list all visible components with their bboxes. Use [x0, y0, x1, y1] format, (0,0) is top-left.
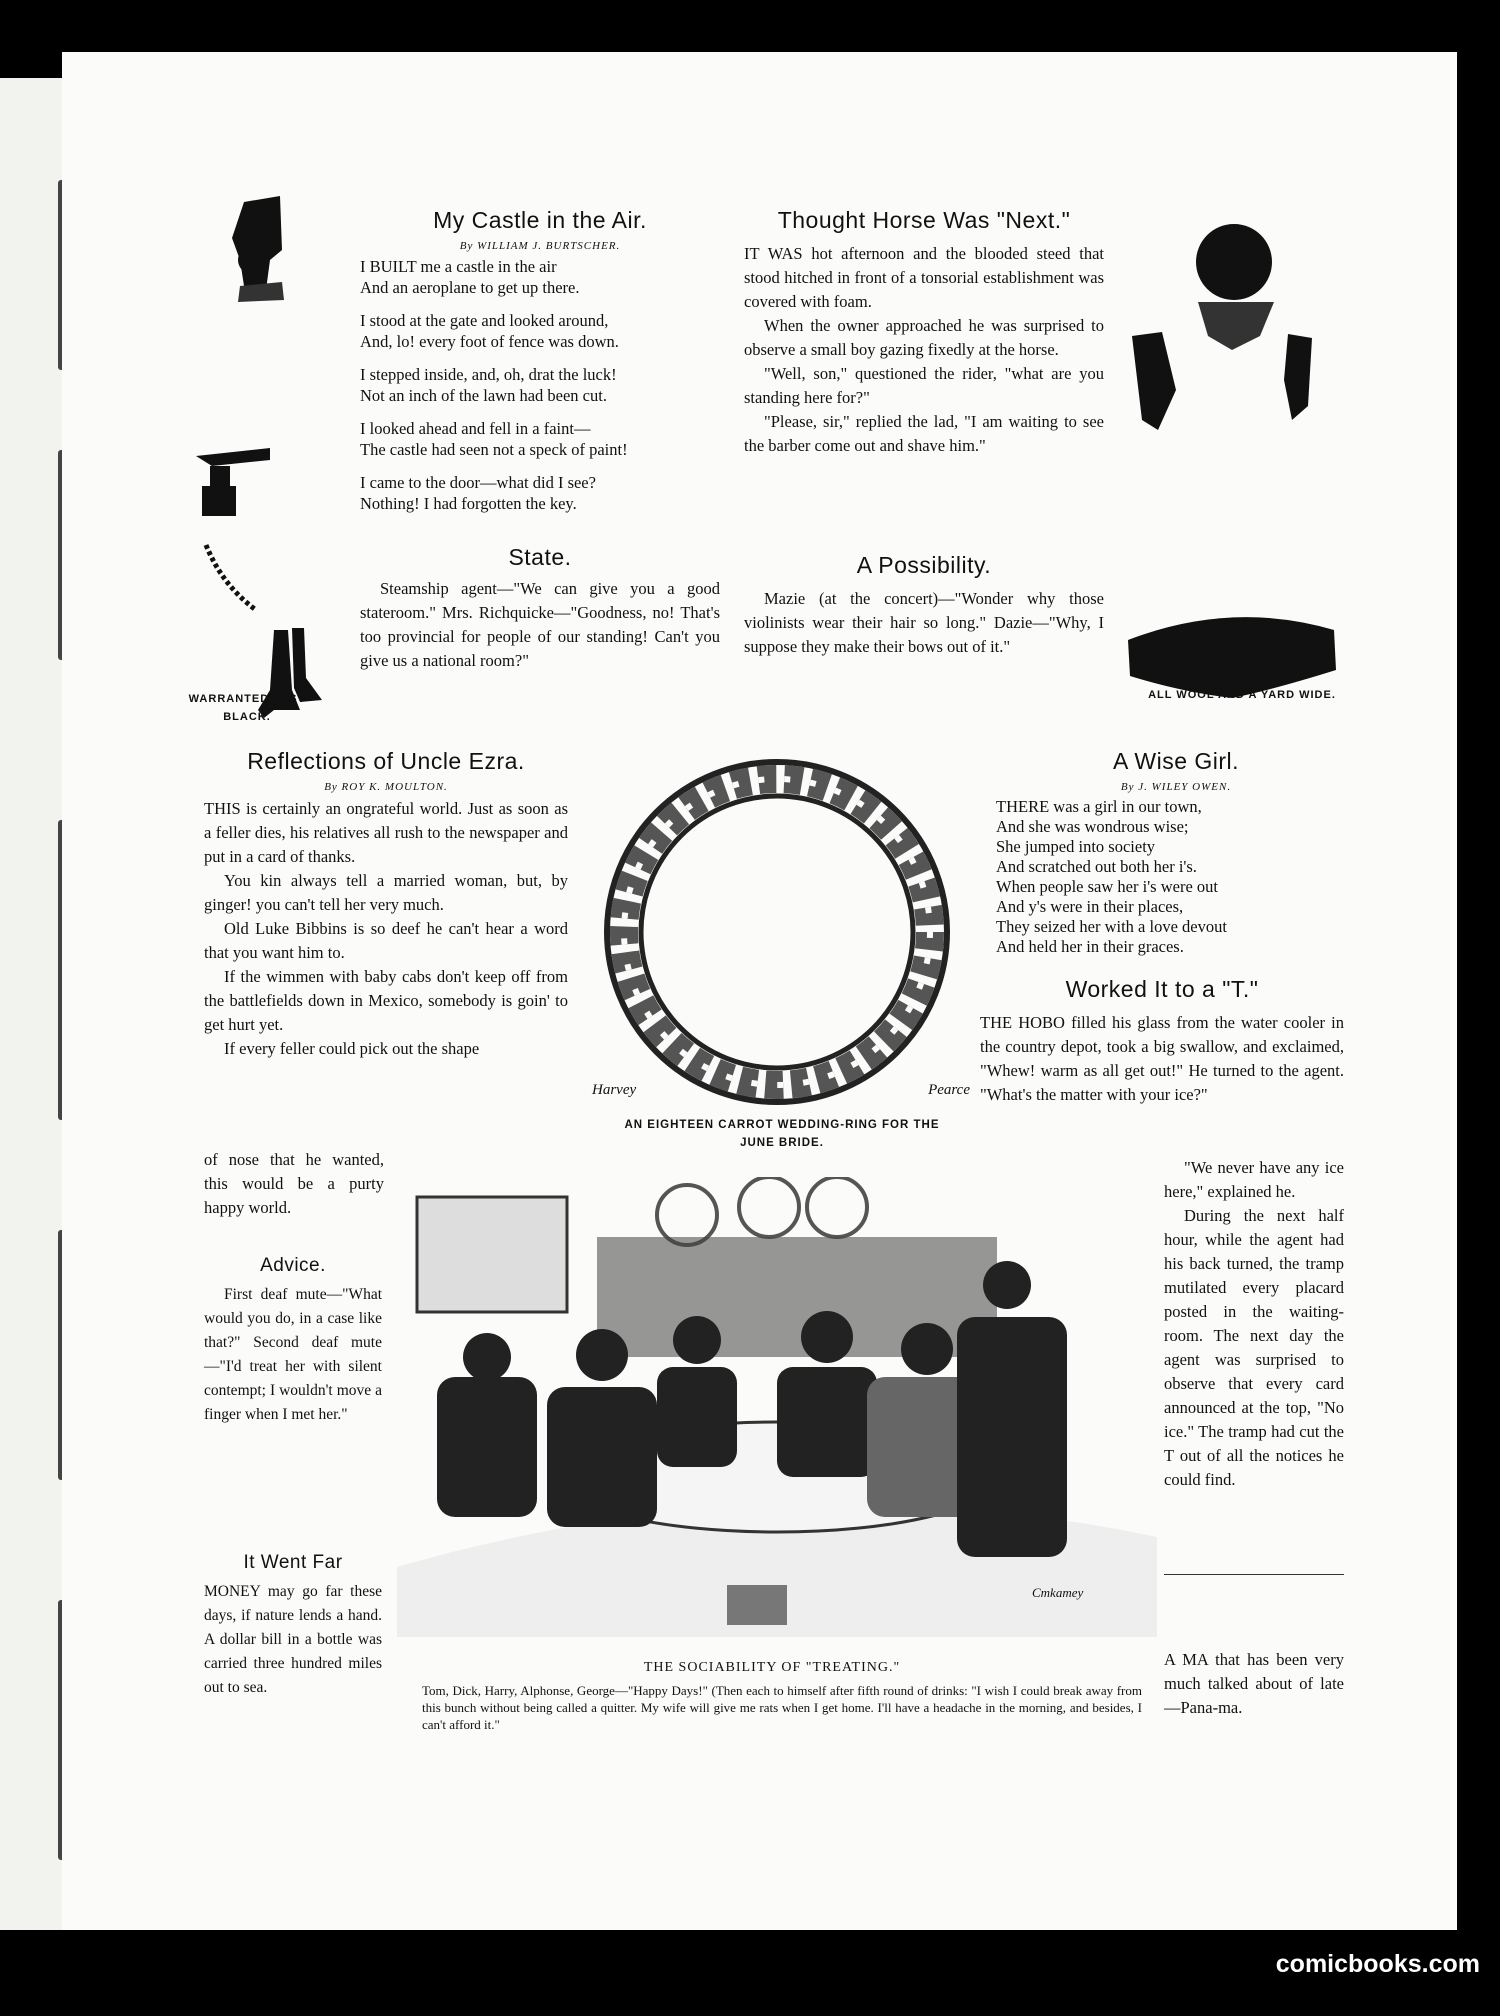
- possibility-title: A Possibility.: [856, 552, 992, 578]
- castle-stanza: I stood at the gate and looked around, And, lo! every foot of fence was down.: [360, 311, 619, 351]
- article-state: [360, 544, 720, 673]
- rule-divider: [1164, 1574, 1344, 1575]
- horse-paragraph: "Please, sir," replied the lad, "I am waiting to see the barber come out and shave him.": [744, 412, 1104, 455]
- castle-stanza: I BUILT me a castle in the air And an aeroplane to get up there.: [360, 257, 580, 297]
- scene-caption-text: Tom, Dick, Harry, Alphonse, George—"Happy Days!" (Then each to himself after fifth round of drinks: "I wish I could break away from this bunch without being called a quitter. My wife will give me rats when I get home. I'll have a headache in the morning, and besides, I can't afford it.": [422, 1683, 1142, 1732]
- ezra-paragraph: You kin always tell a married woman, but, by ginger! you can't tell her very much.: [204, 871, 568, 914]
- wreath-caption: AN EIGHTEEN CARROT WEDDING-RING FOR THE JUNE BRIDE.: [624, 1119, 940, 1149]
- horse-paragraph: When the owner approached he was surprised to observe a small boy gazing fixedly at the horse.: [744, 316, 1104, 359]
- magazine-page: [62, 52, 1457, 1930]
- ezra-paragraph: If every feller could pick out the shape: [224, 1039, 480, 1058]
- ezra-title: Reflections of Uncle Ezra.: [247, 748, 525, 774]
- right-figure-caption: ALL WOOL AND A YARD WIDE.: [1148, 689, 1336, 701]
- state-text: Steamship agent—"We can give you a good stateroom." Mrs. Richquicke—"Goodness, no! That's too provincial for people of our standing! Can't you give us a national room?": [360, 579, 720, 670]
- wise-verse: THERE was a girl in our town, And she was wondrous wise; She jumped into society And scratched out both her i's. When people saw her i's were out And y's were in their places, They seized her with a love devout And held her in their graces.: [996, 797, 1227, 956]
- castle-stanza: I stepped inside, and, oh, drat the luck! Not an inch of the lawn had been cut.: [360, 365, 617, 405]
- castle-stanza: I came to the door—what did I see? Nothing! I had forgotten the key.: [360, 473, 596, 513]
- scene-signature: Cmkamey: [1032, 1585, 1084, 1600]
- worked-top: THE HOBO filled his glass from the water cooler in the country depot, took a big swallow, and exclaimed, "Whew! warm as all get out!" He turned to the agent. "What's the matter with your ice?": [980, 1013, 1344, 1104]
- wise-title: A Wise Girl.: [1112, 748, 1240, 774]
- state-title: State.: [508, 544, 572, 570]
- horse-title: Thought Horse Was "Next.": [777, 207, 1071, 233]
- worked-column: [1164, 1156, 1344, 1492]
- wreath-signature-left: Harvey: [592, 1082, 637, 1098]
- ezra-continuation: [204, 1148, 384, 1220]
- scene-caption-title: THE SOCIABILITY OF "TREATING.": [643, 1660, 901, 1675]
- castle-title: My Castle in the Air.: [433, 207, 647, 233]
- silhouette-figure-right: [1122, 210, 1372, 730]
- ezra-byline: By ROY K. MOULTON.: [324, 781, 448, 793]
- advice-title: Advice.: [260, 1255, 326, 1276]
- castle-byline: By WILLIAM J. BURTSCHER.: [459, 240, 621, 252]
- panama-text: A MA that has been very much talked about of late—Pana-ma.: [1164, 1650, 1344, 1717]
- watermark: comicbooks.com: [1275, 1950, 1480, 1978]
- article-possibility: [744, 552, 1104, 659]
- article-horse: [744, 207, 1104, 458]
- ezra-paragraph: Old Luke Bibbins is so deef he can't hear a word that you want him to.: [204, 919, 568, 962]
- article-went-far: [204, 1552, 382, 1700]
- article-advice: [204, 1255, 382, 1427]
- article-panama: [1164, 1648, 1344, 1720]
- worked-title: Worked It to a "T.": [1065, 976, 1259, 1002]
- far-title: It Went Far: [243, 1552, 343, 1573]
- treating-scene-illustration: [397, 1177, 1157, 1637]
- left-figure-caption: WARRANTED FAST BLACK.: [188, 693, 306, 723]
- wise-byline: By J. WILEY OWEN.: [1120, 781, 1232, 793]
- horse-paragraph: "Well, son," questioned the rider, "what are you standing here for?": [744, 364, 1104, 407]
- carrot-wreath-illustration: [587, 742, 967, 1162]
- article-ezra: [204, 748, 568, 1061]
- poem-castle: [360, 207, 720, 526]
- advice-text: First deaf mute—"What would you do, in a case like that?" Second deaf mute—"I'd treat her with silent contempt; I wouldn't move a finger when I met her.": [204, 1286, 382, 1423]
- ezra-paragraph: If the wimmen with baby cabs don't keep off from the battlefields down in Mexico, somebody is goin' to get hurt yet.: [204, 967, 568, 1034]
- far-text: MONEY may go far these days, if nature lends a hand. A dollar bill in a bottle was carried three hundred miles out to sea.: [204, 1583, 382, 1696]
- horse-paragraph: IT WAS hot afternoon and the blooded steed that stood hitched in front of a tonsorial establishment was covered with foam.: [744, 244, 1104, 311]
- ezra-tail: of nose that he wanted, this would be a purty happy world.: [204, 1150, 384, 1217]
- worked-paragraph: "We never have any ice here," explained he.: [1164, 1158, 1344, 1201]
- poem-wise-girl: [996, 748, 1356, 969]
- article-worked: [980, 976, 1344, 1107]
- worked-paragraph: During the next half hour, while the agent had his back turned, the tramp mutilated every placard posted in the waiting-room. The next day the agent was surprised to observe that every card announced at the top, "No ice." The tramp had cut the T out of all the notices he could find.: [1164, 1206, 1344, 1489]
- wreath-signature-right: Pearce: [928, 1082, 970, 1098]
- ezra-paragraph: THIS is certainly an ongrateful world. Just as soon as a feller dies, his relatives all rush to the newspaper and put in a card of thanks.: [204, 799, 568, 866]
- possibility-text: Mazie (at the concert)—"Wonder why those violinists wear their hair so long." Dazie—"Why, I suppose they make their bows out of it.": [744, 589, 1104, 656]
- castle-stanza: I looked ahead and fell in a faint— The castle had seen not a speck of paint!: [360, 419, 628, 459]
- binding-spine: [0, 78, 67, 1930]
- silhouette-figure-left: [182, 190, 342, 730]
